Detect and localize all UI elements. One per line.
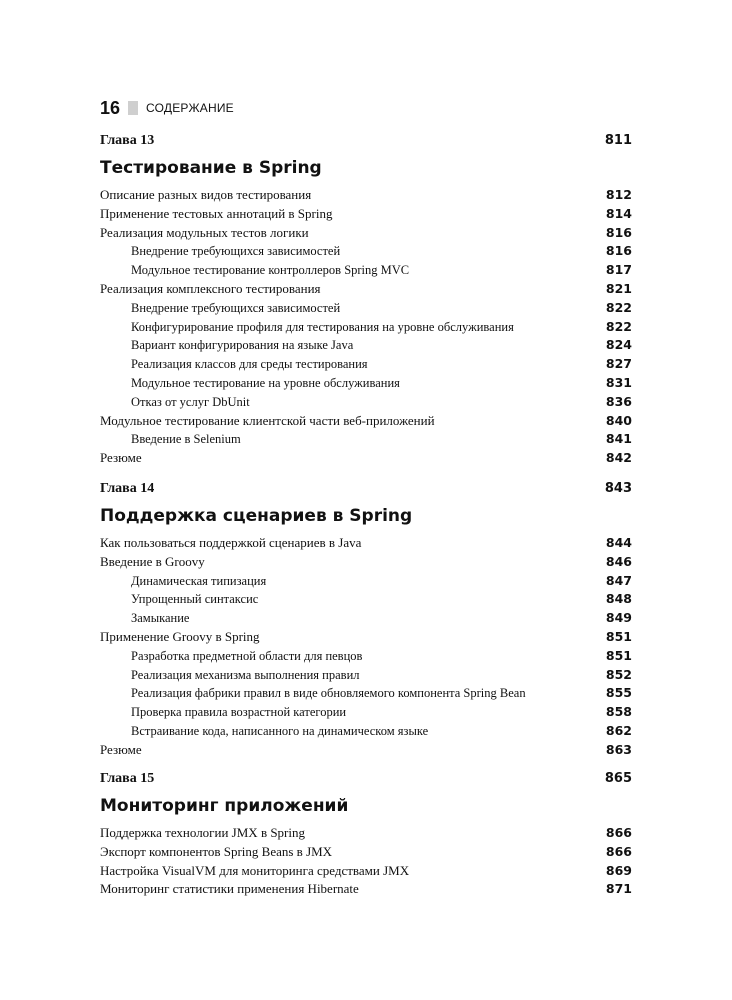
toc-entry-page: 855 xyxy=(605,685,632,701)
toc-entry-title: Введение в Groovy xyxy=(100,553,205,569)
toc-entry xyxy=(100,187,632,206)
chapter-page-number: 865 xyxy=(604,771,632,786)
toc-entry-title: Как пользоваться поддержкой сценариев в Java xyxy=(100,535,362,550)
toc-entry-title: Поддержка технологии JMX в Spring xyxy=(100,825,305,840)
toc-entry-page: 848 xyxy=(605,591,632,607)
toc-entry xyxy=(100,413,632,432)
chapter-title: Поддержка сценариев в Spring xyxy=(100,506,413,526)
toc-entry xyxy=(100,554,632,573)
toc-subentry xyxy=(100,337,632,356)
toc-entry-page: 841 xyxy=(605,431,632,447)
chapter-label-row xyxy=(100,133,632,153)
toc-entry-title: Применение Groovy в Spring xyxy=(100,628,260,644)
toc-entry-title: Модульное тестирование клиентской части веб-приложений xyxy=(100,412,435,428)
toc-subentry xyxy=(100,573,632,592)
toc-entry-page: 836 xyxy=(605,393,632,409)
toc-entries xyxy=(100,825,632,900)
toc-entry-title: Вариант конфигурирования на языке Java xyxy=(131,338,354,353)
chapter-label: Глава 13 xyxy=(100,133,155,148)
toc-entry-title: Отказ от услуг DbUnit xyxy=(131,394,250,409)
toc-entry-title: Динамическая типизация xyxy=(131,573,267,588)
toc-entry-page: 822 xyxy=(605,299,632,315)
toc-entry xyxy=(100,863,632,882)
toc-entry-page: 814 xyxy=(605,205,632,221)
toc-entry-page: 858 xyxy=(605,704,632,720)
toc-entry-title: Применение тестовых аннотаций в Spring xyxy=(100,205,333,221)
toc-entry-title: Замыкание xyxy=(131,611,190,626)
toc-entry-title: Настройка VisualVM для мониторинга средствами JMX xyxy=(100,862,410,878)
toc-entry-title: Экспорт компонентов Spring Beans в JMX xyxy=(100,843,333,859)
toc-entry-title: Встраивание кода, написанного на динамическом языке xyxy=(131,723,429,738)
toc-entry-page: 827 xyxy=(605,356,632,372)
toc-entries xyxy=(100,535,632,761)
running-head xyxy=(100,96,234,120)
toc-entry-page: 812 xyxy=(605,187,632,202)
toc-entry-page: 821 xyxy=(605,280,632,296)
toc-entry-page: 817 xyxy=(605,262,632,278)
toc-entry-page: 844 xyxy=(605,535,632,550)
toc-subentry xyxy=(100,356,632,375)
toc-entry-page: 851 xyxy=(605,647,632,663)
toc-subentry xyxy=(100,319,632,338)
toc-subentry xyxy=(100,243,632,262)
toc-entry-title: Конфигурирование профиля для тестирования на уровне обслуживания xyxy=(131,319,514,334)
running-head-title: СОДЕРЖАНИЕ xyxy=(146,101,234,115)
toc-subentry xyxy=(100,610,632,629)
toc-entry-title: Реализация модульных тестов логики xyxy=(100,224,309,240)
toc-entry xyxy=(100,535,632,554)
chapter-15 xyxy=(100,771,632,900)
chapter-label-row xyxy=(100,481,632,501)
toc-entry xyxy=(100,281,632,300)
toc-entry-title: Реализация классов для среды тестирования xyxy=(131,357,368,372)
toc-entry xyxy=(100,629,632,648)
toc-entry-title: Модульное тестирование контроллеров Spring MVC xyxy=(131,263,410,278)
toc-entry xyxy=(100,881,632,900)
toc-subentry xyxy=(100,667,632,686)
toc-entry-page: 816 xyxy=(605,243,632,259)
toc-entry-title: Разработка предметной области для певцов xyxy=(131,648,363,663)
chapter-page-number: 811 xyxy=(604,133,632,148)
toc-subentry xyxy=(100,394,632,413)
toc-entry xyxy=(100,825,632,844)
toc-entry-title: Резюме xyxy=(100,741,142,757)
toc-entry-title: Введение в Selenium xyxy=(131,432,241,447)
toc-entry xyxy=(100,844,632,863)
chapter-page-number: 843 xyxy=(604,481,632,496)
toc-subentry xyxy=(100,431,632,450)
toc-entry-title: Модульное тестирование на уровне обслуживания xyxy=(131,375,400,390)
toc-entry xyxy=(100,742,632,761)
chapter-label: Глава 15 xyxy=(100,771,155,786)
square-icon xyxy=(128,101,138,115)
toc-entry-title: Упрощенный синтаксис xyxy=(131,592,259,607)
toc-entry-title: Проверка правила возрастной категории xyxy=(131,705,347,720)
toc-entry-title: Реализация механизма выполнения правил xyxy=(131,667,360,682)
toc-subentry xyxy=(100,262,632,281)
toc-subentry xyxy=(100,375,632,394)
toc-subentry xyxy=(100,723,632,742)
chapter-title: Мониторинг приложений xyxy=(100,796,349,816)
toc-entries xyxy=(100,187,632,469)
toc-subentry xyxy=(100,591,632,610)
toc-entry-page: 871 xyxy=(605,881,632,897)
toc-entry-page: 866 xyxy=(605,843,632,859)
toc-entry xyxy=(100,225,632,244)
toc-entry-page: 816 xyxy=(605,224,632,240)
toc-subentry xyxy=(100,648,632,667)
toc-entry-page: 849 xyxy=(605,610,632,626)
toc-entry-page: 852 xyxy=(605,666,632,682)
toc-entry-page: 842 xyxy=(605,450,632,466)
toc-entry-page: 822 xyxy=(605,318,632,334)
toc-entry-title: Мониторинг статистики применения Hibernate xyxy=(100,881,359,897)
toc-entry-page: 846 xyxy=(605,553,632,569)
chapter-13 xyxy=(100,133,632,469)
toc-entry-page: 840 xyxy=(605,412,632,428)
toc-entry-page: 847 xyxy=(605,572,632,588)
chapter-title: Тестирование в Spring xyxy=(100,158,322,178)
toc-entry xyxy=(100,206,632,225)
toc-entry-page: 824 xyxy=(605,337,632,353)
toc-entry-page: 863 xyxy=(605,741,632,757)
toc-entry-page: 866 xyxy=(605,825,632,840)
toc-entry-title: Внедрение требующихся зависимостей xyxy=(131,244,341,259)
chapter-label-row xyxy=(100,771,632,791)
toc-entry-title: Резюме xyxy=(100,450,142,466)
toc-entry-title: Реализация комплексного тестирования xyxy=(100,280,321,296)
toc-subentry xyxy=(100,685,632,704)
toc-entry-title: Реализация фабрики правил в виде обновляемого компонента Spring Bean xyxy=(131,686,526,701)
page-number: 16 xyxy=(100,97,121,118)
toc-entry-page: 862 xyxy=(605,722,632,738)
chapter-14 xyxy=(100,481,632,761)
toc-entry-page: 831 xyxy=(605,374,632,390)
toc-entry-title: Описание разных видов тестирования xyxy=(100,187,312,202)
toc-entry-page: 869 xyxy=(605,862,632,878)
toc-subentry xyxy=(100,300,632,319)
toc-entry-title: Внедрение требующихся зависимостей xyxy=(131,300,341,315)
toc-subentry xyxy=(100,704,632,723)
chapter-label: Глава 14 xyxy=(100,481,155,496)
toc-entry-page: 851 xyxy=(605,628,632,644)
toc-entry xyxy=(100,450,632,469)
